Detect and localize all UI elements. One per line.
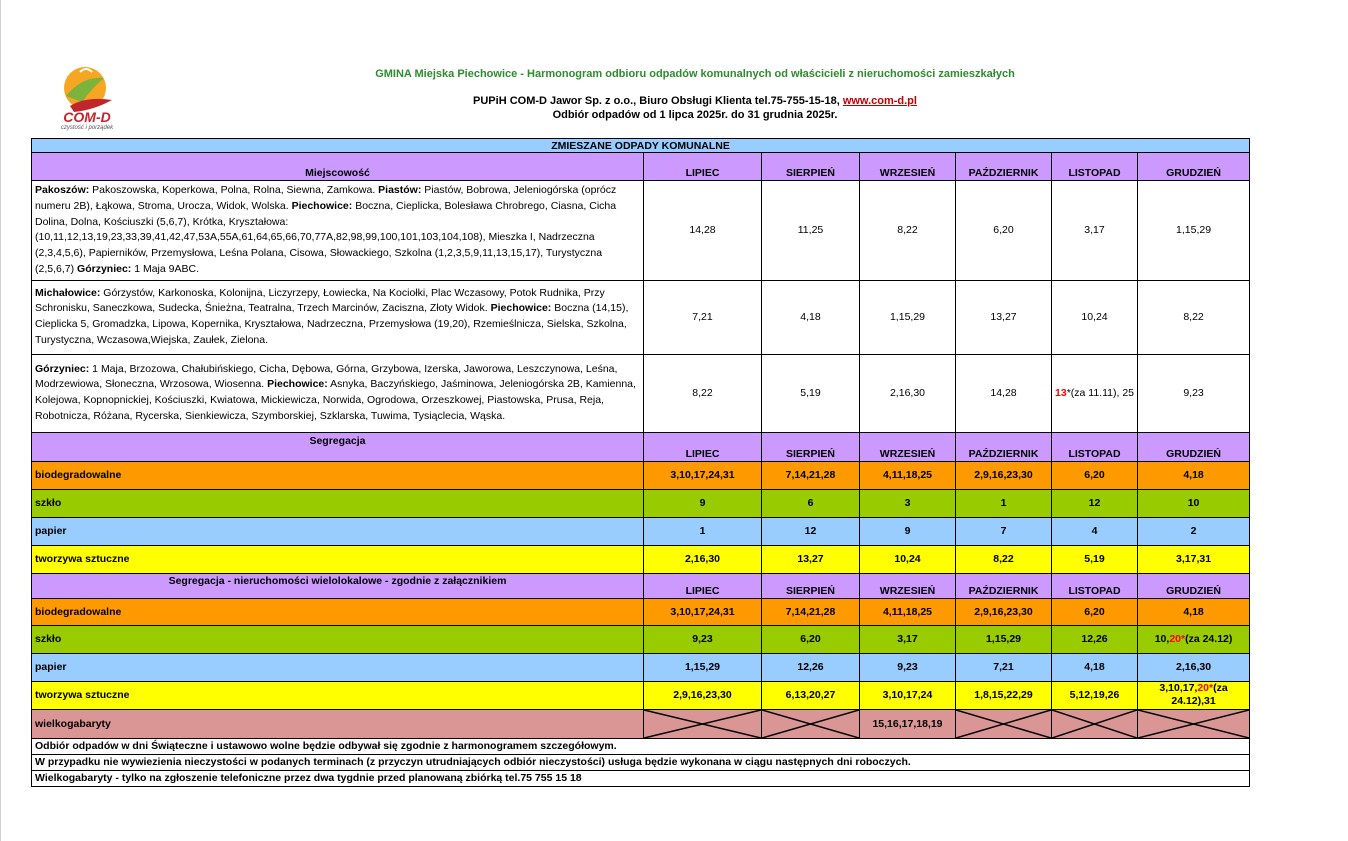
waste-type-label: biodegradowalne (32, 598, 644, 625)
schedule-table (31, 138, 1250, 787)
note-text: Odbiór odpadów w dni Świąteczne i ustawowo wolne będzie odbywał się zgodnie z harmonogramem szczegółowym. (32, 738, 1250, 754)
date-cell: 7,21 (956, 653, 1052, 681)
date-cell: 6,20 (1052, 598, 1138, 625)
multi-title: Segregacja - nieruchomości wielolokalowe - zgodnie z załącznikiem (32, 573, 644, 598)
date-cell: 4,18 (762, 280, 860, 354)
date-cell: 2,9,16,23,30 (644, 681, 762, 709)
date-cell: 12 (762, 517, 860, 545)
month-header: WRZESIEŃ (860, 573, 956, 598)
location-cell (32, 354, 644, 432)
multi-row (32, 598, 1250, 625)
town-name: Górzyniec: (35, 362, 90, 375)
date-cell: 12,26 (762, 653, 860, 681)
street-list: 1 Maja 9ABC. (131, 262, 199, 275)
waste-type-label: wielkogabaryty (32, 709, 644, 738)
date-cell: 10 (1138, 489, 1250, 517)
date-cell: 5,12,19,26 (1052, 681, 1138, 709)
logo-tagline: czystość i porządek (60, 125, 114, 131)
note-row (32, 770, 1250, 786)
date-cell: 10,24 (1052, 280, 1138, 354)
mixed-row (32, 181, 1250, 281)
segregation-title: Segregacja (32, 432, 644, 461)
date-cell: 6,20 (956, 181, 1052, 281)
month-header: GRUDZIEŃ (1138, 573, 1250, 598)
multi-row (32, 625, 1250, 653)
month-header: LIPIEC (644, 573, 762, 598)
segregation-row (32, 545, 1250, 573)
date-cell: 13,27 (762, 545, 860, 573)
location-cell (32, 181, 644, 281)
date-cell: 1,15,29 (1138, 181, 1250, 281)
date-cell: 14,28 (644, 181, 762, 281)
date-cell: 3,10,17,24,31 (644, 461, 762, 489)
date-cell: 2,9,16,23,30 (956, 598, 1052, 625)
month-header: LIPIEC (644, 432, 762, 461)
bulky-waste-row (32, 709, 1250, 738)
date-cell: 4,18 (1138, 461, 1250, 489)
date-cell: 4,11,18,25 (860, 598, 956, 625)
street-list: Górzystów, Karkonoska, Kolonijna, Liczyrzepy, Łowiecka, Na Kociołki, Plac Wczasowy, Potok Rudnika, Przy Schronisku, Saneczkowa, Sudecka, Śnieżna, Teatralna, Trzech Marcinów, Zaciszna, Złoty Widok. (35, 286, 605, 315)
no-collection-cell (1138, 709, 1250, 738)
month-header: GRUDZIEŃ (1138, 153, 1250, 181)
date-cell: 7 (956, 517, 1052, 545)
cross-mark-icon (1138, 710, 1249, 738)
note-row (32, 754, 1250, 770)
town-name: Pakoszów: (35, 184, 90, 196)
date-cell: 4,18 (1052, 653, 1138, 681)
date-cell: 2,9,16,23,30 (956, 461, 1052, 489)
date-cell: 9,23 (860, 653, 956, 681)
date-cell: 3 (860, 489, 956, 517)
date-cell: 4 (1052, 517, 1138, 545)
date-cell: 1,15,29 (644, 653, 762, 681)
segregation-header-row (32, 432, 1250, 461)
waste-type-label: biodegradowalne (32, 461, 644, 489)
month-header: PAŹDZIERNIK (956, 153, 1052, 181)
note-text: Wielkogabaryty - tylko na zgłoszenie telefoniczne przez dwa tygdnie przed planowaną zbiórką tel.75 755 15 18 (32, 770, 1250, 786)
date-cell: 8,22 (644, 354, 762, 432)
street-list: Piastów, Bobrowa, Jeleniogórska (oprócz numeru 2B), Łąkowa, Stroma, Urocza, Widok, Wolska. (35, 184, 617, 212)
logo-brand: COM-D (63, 109, 111, 125)
date-cell: 1,15,29 (860, 280, 956, 354)
street-list: 1 Maja, Brzozowa, Chałubińskiego, Cicha, Dębowa, Górna, Grzybowa, Izerska, Jaworowa, Leszczynowa, Leśna, Modrzewiowa, Słoneczna, Wrzosowa, Wiosenna. (35, 362, 618, 391)
month-header: PAŹDZIERNIK (956, 432, 1052, 461)
month-header: LISTOPAD (1052, 573, 1138, 598)
date-cell-holiday (1138, 681, 1250, 709)
date-cell: 13,27 (956, 280, 1052, 354)
mixed-row (32, 280, 1250, 354)
date-cell: 7,21 (644, 280, 762, 354)
header-period: Odbiór odpadów od 1 lipca 2025r. do 31 grudnia 2025r. (552, 109, 838, 121)
mixed-waste-title: ZMIESZANE ODPADY KOMUNALNE (32, 139, 1250, 153)
company-logo (52, 66, 122, 136)
town-name: Piechowice: (267, 378, 328, 391)
date-cell: 2,16,30 (1138, 653, 1250, 681)
holiday-date: 13 (1055, 387, 1067, 400)
cross-mark-icon (956, 710, 1051, 738)
multi-header-row (32, 573, 1250, 598)
location-cell (32, 280, 644, 354)
segregation-row (32, 489, 1250, 517)
month-header: LIPIEC (644, 153, 762, 181)
date-cell: 3,17 (1052, 181, 1138, 281)
date-cell: 3,10,17,24,31 (644, 598, 762, 625)
date-cell: 6,13,20,27 (762, 681, 860, 709)
date-cell: 12,26 (1052, 625, 1138, 653)
date-cell: 7,14,21,28 (762, 598, 860, 625)
header-company-text: PUPiH COM-D Jawor Sp. z o.o., Biuro Obsługi Klienta tel.75-755-15-18, (473, 95, 843, 107)
date-cell: 9,23 (644, 625, 762, 653)
waste-type-label: szkło (32, 489, 644, 517)
header-title: GMINA Miejska Piechowice - Harmonogram odbioru odpadów komunalnych od właścicieli z nieruchomości zamieszkałych (375, 68, 1015, 80)
date-cell: 2 (1138, 517, 1250, 545)
date-cell: 9,23 (1138, 354, 1250, 432)
date-cell: 1,15,29 (956, 625, 1052, 653)
street-list: Boczna, Cieplicka, Bolesława Chrobrego, Ciasna, Cicha Dolina, Dolna, Kościuszki (5,6,7), Krótka, Kryształowa: (10,11,12,13,19,23,33,39,41,42,47,53A,55A,61,64,65,66,70,77A,82,98,99,100,101,103,104,108), Mieszka I, Nadrzeczna (2,3,4,5,6), Papierników, Przemysłowa, Leśna Polana, Cisowa, Słowackiego, Szkolna (1,2,3,5,9,11,13,15,17), Turystyczna (2,5,6,7) (35, 199, 617, 275)
mixed-row (32, 354, 1250, 432)
waste-type-label: papier (32, 653, 644, 681)
date-cell: 4,18 (1138, 598, 1250, 625)
month-header: SIERPIEŃ (762, 153, 860, 181)
month-header: PAŹDZIERNIK (956, 573, 1052, 598)
date-cell: 3,17,31 (1138, 545, 1250, 573)
date-cell: 5,19 (1052, 545, 1138, 573)
date-cell: 4,11,18,25 (860, 461, 956, 489)
segregation-row (32, 461, 1250, 489)
date-cell: 1 (956, 489, 1052, 517)
no-collection-cell (762, 709, 860, 738)
holiday-note: (za 24.12),31 (1171, 682, 1228, 708)
multi-row (32, 681, 1250, 709)
date-cell: 3,17 (860, 625, 956, 653)
date-cell: 8,22 (956, 545, 1052, 573)
date-cell: 3,10,17,24 (860, 681, 956, 709)
date-cell: 14,28 (956, 354, 1052, 432)
date-cell: 9 (860, 517, 956, 545)
month-header: SIERPIEŃ (762, 432, 860, 461)
town-name: Piechowice: (291, 199, 353, 212)
no-collection-cell (1052, 709, 1138, 738)
date-cell: 12 (1052, 489, 1138, 517)
date-cell: 1,8,15,22,29 (956, 681, 1052, 709)
date-cell-holiday (1138, 625, 1250, 653)
header-company (300, 95, 1090, 107)
company-website-link[interactable]: www.com-d.pl (842, 95, 917, 107)
date-cell: 5,19 (762, 354, 860, 432)
date-part: 10, (1154, 633, 1170, 646)
date-cell: 2,16,30 (860, 354, 956, 432)
holiday-note: *(za 11.11), 25 (1066, 387, 1135, 400)
street-list: Boczna (14,15), Cieplicka 5, Gromadzka, Lipowa, Kopernika, Kryształowa, Nadrzeczna, Przemysłowa (19,20), Rzemieślnicza, Sielska, Szkolna, Turystyczna, Wczasowa,Wiejska, Zaułek, Zielona. (35, 302, 629, 347)
date-cell: 6,20 (1052, 461, 1138, 489)
waste-type-label: papier (32, 517, 644, 545)
date-cell: 6,20 (762, 625, 860, 653)
mixed-header-row (32, 153, 1250, 181)
date-cell: 8,22 (1138, 280, 1250, 354)
date-part: 3,10,17, (1159, 682, 1198, 695)
town-name: Piechowice: (490, 302, 552, 315)
month-header: WRZESIEŃ (860, 432, 956, 461)
holiday-note: (za 24.12) (1185, 633, 1233, 646)
date-cell: 8,22 (860, 181, 956, 281)
location-header: Miejscowość (32, 153, 644, 181)
town-name: Michałowice: (35, 286, 101, 299)
waste-type-label: szkło (32, 625, 644, 653)
no-collection-cell (644, 709, 762, 738)
date-cell: 11,25 (762, 181, 860, 281)
month-header: SIERPIEŃ (762, 573, 860, 598)
waste-type-label: tworzywa sztuczne (32, 681, 644, 709)
month-header: WRZESIEŃ (860, 153, 956, 181)
month-header: LISTOPAD (1052, 432, 1138, 461)
page-edge-line (0, 0, 1, 841)
holiday-date: 20* (1169, 633, 1186, 646)
town-name: Piastów: (378, 184, 422, 196)
holiday-date: 20* (1197, 682, 1214, 695)
month-header: GRUDZIEŃ (1138, 432, 1250, 461)
note-row (32, 738, 1250, 754)
date-cell: 7,14,21,28 (762, 461, 860, 489)
cross-mark-icon (1052, 710, 1137, 738)
month-header: LISTOPAD (1052, 153, 1138, 181)
date-cell: 15,16,17,18,19 (860, 709, 956, 738)
no-collection-cell (956, 709, 1052, 738)
multi-row (32, 653, 1250, 681)
waste-type-label: tworzywa sztuczne (32, 545, 644, 573)
date-cell: 10,24 (860, 545, 956, 573)
note-text: W przypadku nie wywiezienia nieczystości w podanych terminach (z przyczyn utrudniających odbiór nieczystości) usługa będzie wykonana w ciągu następnych dni roboczych. (32, 754, 1250, 770)
date-cell: 2,16,30 (644, 545, 762, 573)
date-cell: 9 (644, 489, 762, 517)
town-name: Górzyniec: (77, 262, 132, 275)
segregation-row (32, 517, 1250, 545)
date-cell: 6 (762, 489, 860, 517)
cross-mark-icon (644, 710, 761, 738)
street-list: Pakoszowska, Koperkowa, Polna, Rolna, Siewna, Zamkowa. (89, 184, 379, 196)
date-cell: 1 (644, 517, 762, 545)
street-list: Asnyka, Baczyńskiego, Jaśminowa, Jeleniogórska 2B, Kamienna, Kolejowa, Kopnopnickiej, Kościuszki, Kwiatowa, Mickiewicza, Norwida, Ogrodowa, Orzeszkowej, Piastowska, Prusa, Reja, Robotnicza, Różana, Rycerska, Sienkiewicza, Szymborskiej, Szklarska, Tuwima, Tysiąclecia, Wąska. (35, 378, 636, 423)
date-cell-holiday (1052, 354, 1138, 432)
cross-mark-icon (762, 710, 859, 738)
